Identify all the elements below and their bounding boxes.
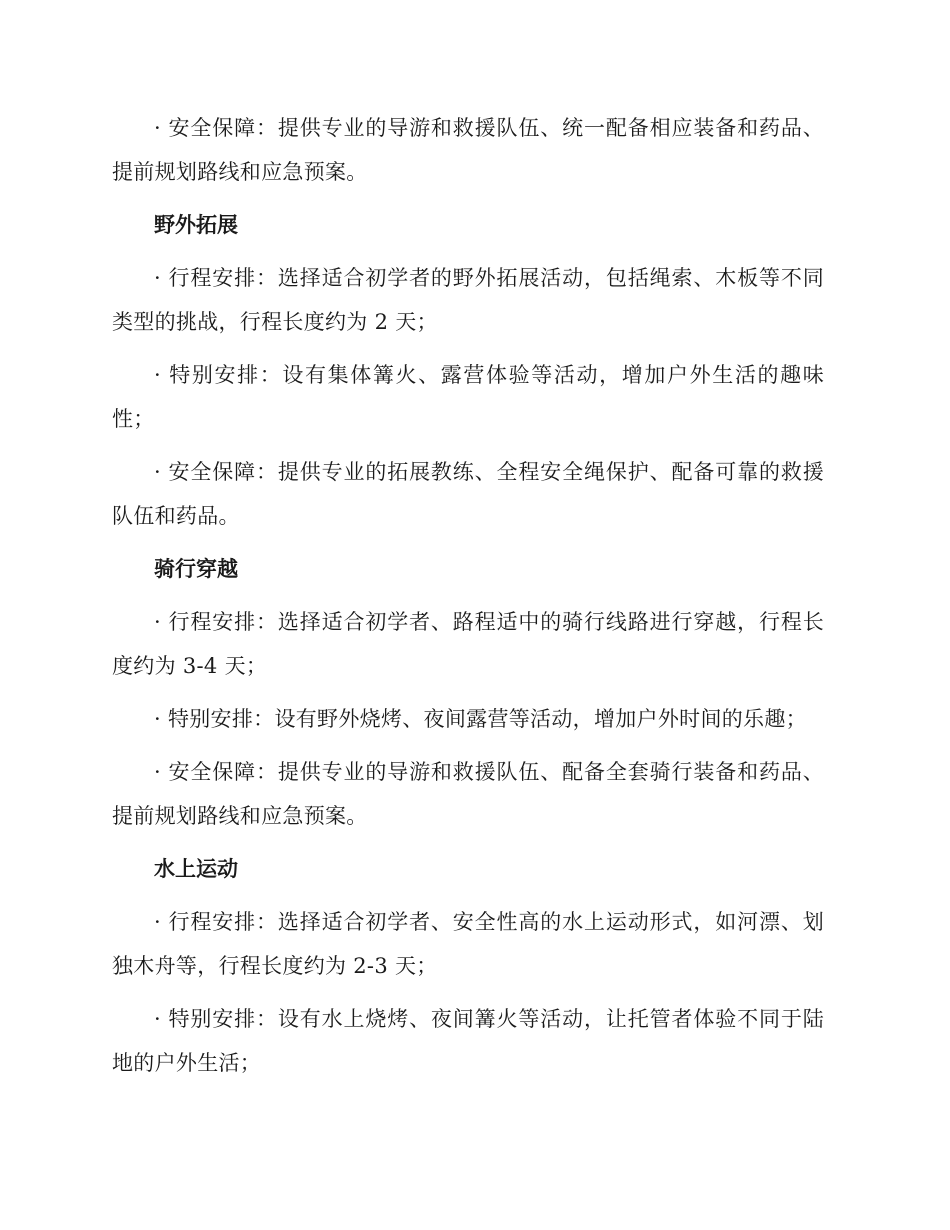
section-heading-outdoor-expansion: 野外拓展 [154,213,238,237]
paragraph-special-arrangement: · 特别安排：设有集体篝火、露营体验等活动，增加户外生活的趣味性； [112,363,824,431]
section-heading-cycling: 骑行穿越 [154,557,238,581]
section-heading-water-sports: 水上运动 [154,857,238,881]
paragraph-safety-guarantee: · 安全保障：提供专业的拓展教练、全程安全绳保护、配备可靠的救援队伍和药品。 [112,460,824,528]
paragraph-special-arrangement: · 特别安排：设有野外烧烤、夜间露营等活动，增加户外时间的乐趣； [154,707,807,731]
paragraph-itinerary: · 行程安排：选择适合初学者、路程适中的骑行线路进行穿越，行程长度约为 3-4 天； [112,610,824,678]
paragraph-safety-guarantee: · 安全保障：提供专业的导游和救援队伍、统一配备相应装备和药品、提前规划路线和应急预案。 [112,116,824,184]
paragraph-special-arrangement: · 特别安排：设有水上烧烤、夜间篝火等活动，让托管者体验不同于陆地的户外生活； [112,1007,824,1075]
paragraph-safety-guarantee: · 安全保障：提供专业的导游和救援队伍、配备全套骑行装备和药品、提前规划路线和应急预案。 [112,760,824,828]
paragraph-itinerary: · 行程安排：选择适合初学者的野外拓展活动，包括绳索、木板等不同类型的挑战，行程长度约为 2 天； [112,266,824,334]
paragraph-itinerary: · 行程安排：选择适合初学者、安全性高的水上运动形式，如河漂、划独木舟等，行程长度约为 2-3 天； [112,910,824,978]
document-page [112,106,824,1094]
